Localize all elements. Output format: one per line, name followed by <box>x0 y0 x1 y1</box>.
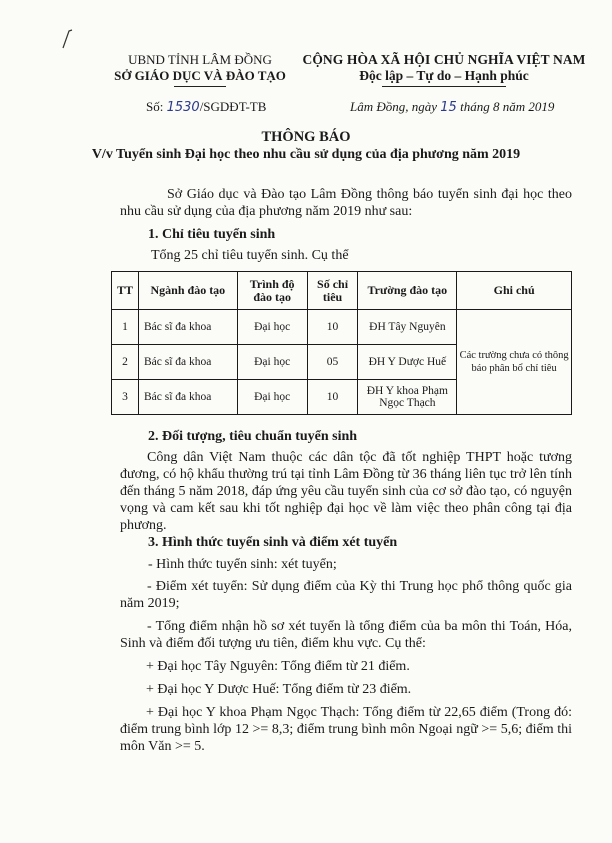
cell-tt: 3 <box>112 380 139 415</box>
national-motto: Độc lập – Tự do – Hạnh phúc <box>359 68 529 83</box>
quota-table <box>111 271 572 415</box>
cell-level: Đại học <box>237 380 307 415</box>
header-left-rule <box>174 86 226 87</box>
national-header <box>296 52 592 87</box>
doc-number-suffix: /SGDĐT-TB <box>199 99 267 114</box>
department-name: SỞ GIÁO DỤC VÀ ĐÀO TẠO <box>114 68 286 83</box>
col-header-quota: Số chỉ tiêu <box>307 272 358 310</box>
section2-text: Công dân Việt Nam thuộc các dân tộc đã tốt nghiệp THPT hoặc tương đương, có hộ khẩu thường trú tại tỉnh Lâm Đồng từ 36 tháng liên tục trở lên tính đến tháng 5 năm 2018, đáp ứng yêu cầu tuyển sinh của cơ sở đào tạo, có nguyện vọng và cam kết sau khi tốt nghiệp đại học về làm việc theo phân công tại địa phương. <box>120 450 572 533</box>
section3-bullet-method: - Hình thức tuyển sinh: xét tuyển; <box>148 557 337 572</box>
cell-note: Các trường chưa có thông báo phân bổ chỉ tiêu <box>457 310 572 415</box>
country-name: CỘNG HÒA XÃ HỘI CHỦ NGHĨA VIỆT NAM <box>302 52 586 67</box>
doc-number-prefix: Số: <box>146 99 167 114</box>
col-header-tt: TT <box>112 272 139 310</box>
handwritten-mark <box>60 28 76 50</box>
cell-school: ĐH Y khoa Phạm Ngọc Thạch <box>358 380 457 415</box>
col-header-level: Trình độ đào tạo <box>237 272 307 310</box>
section1-heading: 1. Chỉ tiêu tuyển sinh <box>148 227 276 242</box>
col-header-major: Ngành đào tạo <box>138 272 237 310</box>
cell-school: ĐH Y Dược Huế <box>358 345 457 380</box>
col-header-school: Trường đào tạo <box>358 272 457 310</box>
cell-level: Đại học <box>237 310 307 345</box>
date-day-handwritten: 15 <box>440 100 457 115</box>
school-threshold-item: + Đại học Tây Nguyên: Tổng điểm từ 21 điểm. <box>146 659 410 674</box>
cell-major: Bác sĩ đa khoa <box>138 380 237 415</box>
section2-heading: 2. Đối tượng, tiêu chuẩn tuyển sinh <box>148 429 358 444</box>
document-subtitle: V/v Tuyển sinh Đại học theo nhu cầu sử dụng của địa phương năm 2019 <box>91 147 521 162</box>
intro-paragraph: Sở Giáo dục và Đào tạo Lâm Đồng thông báo tuyển sinh đại học theo nhu cầu sử dụng của địa phương năm 2019 như sau: <box>120 187 572 219</box>
date-prefix: Lâm Đồng, ngày <box>350 99 441 114</box>
agency-header <box>110 52 290 87</box>
section1-text: Tổng 25 chỉ tiêu tuyển sinh. Cụ thể <box>151 248 349 263</box>
province-name: UBND TỈNH LÂM ĐỒNG <box>128 52 272 67</box>
cell-quota: 10 <box>307 380 358 415</box>
school-threshold-item: + Đại học Y Dược Huế: Tổng điểm từ 23 điểm. <box>146 682 412 697</box>
table-row <box>112 310 572 345</box>
doc-number-handwritten: 1530 <box>166 100 200 115</box>
cell-quota: 10 <box>307 310 358 345</box>
school-threshold-item: + Đại học Y khoa Phạm Ngọc Thạch: Tổng điểm từ 22,65 điểm (Trong đó: điểm trung bình lớp 12 >= 8,3; điểm trung bình môn Ngoại ngữ >= 5,6; điểm thi môn Văn >= 5. <box>120 705 572 754</box>
section3-bullet-score: - Điểm xét tuyển: Sử dụng điểm của Kỳ thi Trung học phổ thông quốc gia năm 2019; <box>120 579 572 611</box>
document-number <box>146 99 266 115</box>
cell-tt: 2 <box>112 345 139 380</box>
table-header-row <box>112 272 572 310</box>
issue-date <box>350 99 554 115</box>
cell-major: Bác sĩ đa khoa <box>138 310 237 345</box>
cell-major: Bác sĩ đa khoa <box>138 345 237 380</box>
cell-quota: 05 <box>307 345 358 380</box>
cell-tt: 1 <box>112 310 139 345</box>
date-suffix: tháng 8 năm 2019 <box>456 99 555 114</box>
col-header-note: Ghi chú <box>457 272 572 310</box>
section3-bullet-total: - Tổng điểm nhận hồ sơ xét tuyển là tổng điểm của ba môn thi Toán, Hóa, Sinh và điểm đối tượng ưu tiên, điểm khu vực. Cụ thể: <box>120 619 572 651</box>
cell-school: ĐH Tây Nguyên <box>358 310 457 345</box>
document-title: THÔNG BÁO <box>261 129 351 145</box>
section3-heading: 3. Hình thức tuyển sinh và điểm xét tuyển <box>148 535 398 550</box>
header-right-rule <box>382 86 506 87</box>
cell-level: Đại học <box>237 345 307 380</box>
